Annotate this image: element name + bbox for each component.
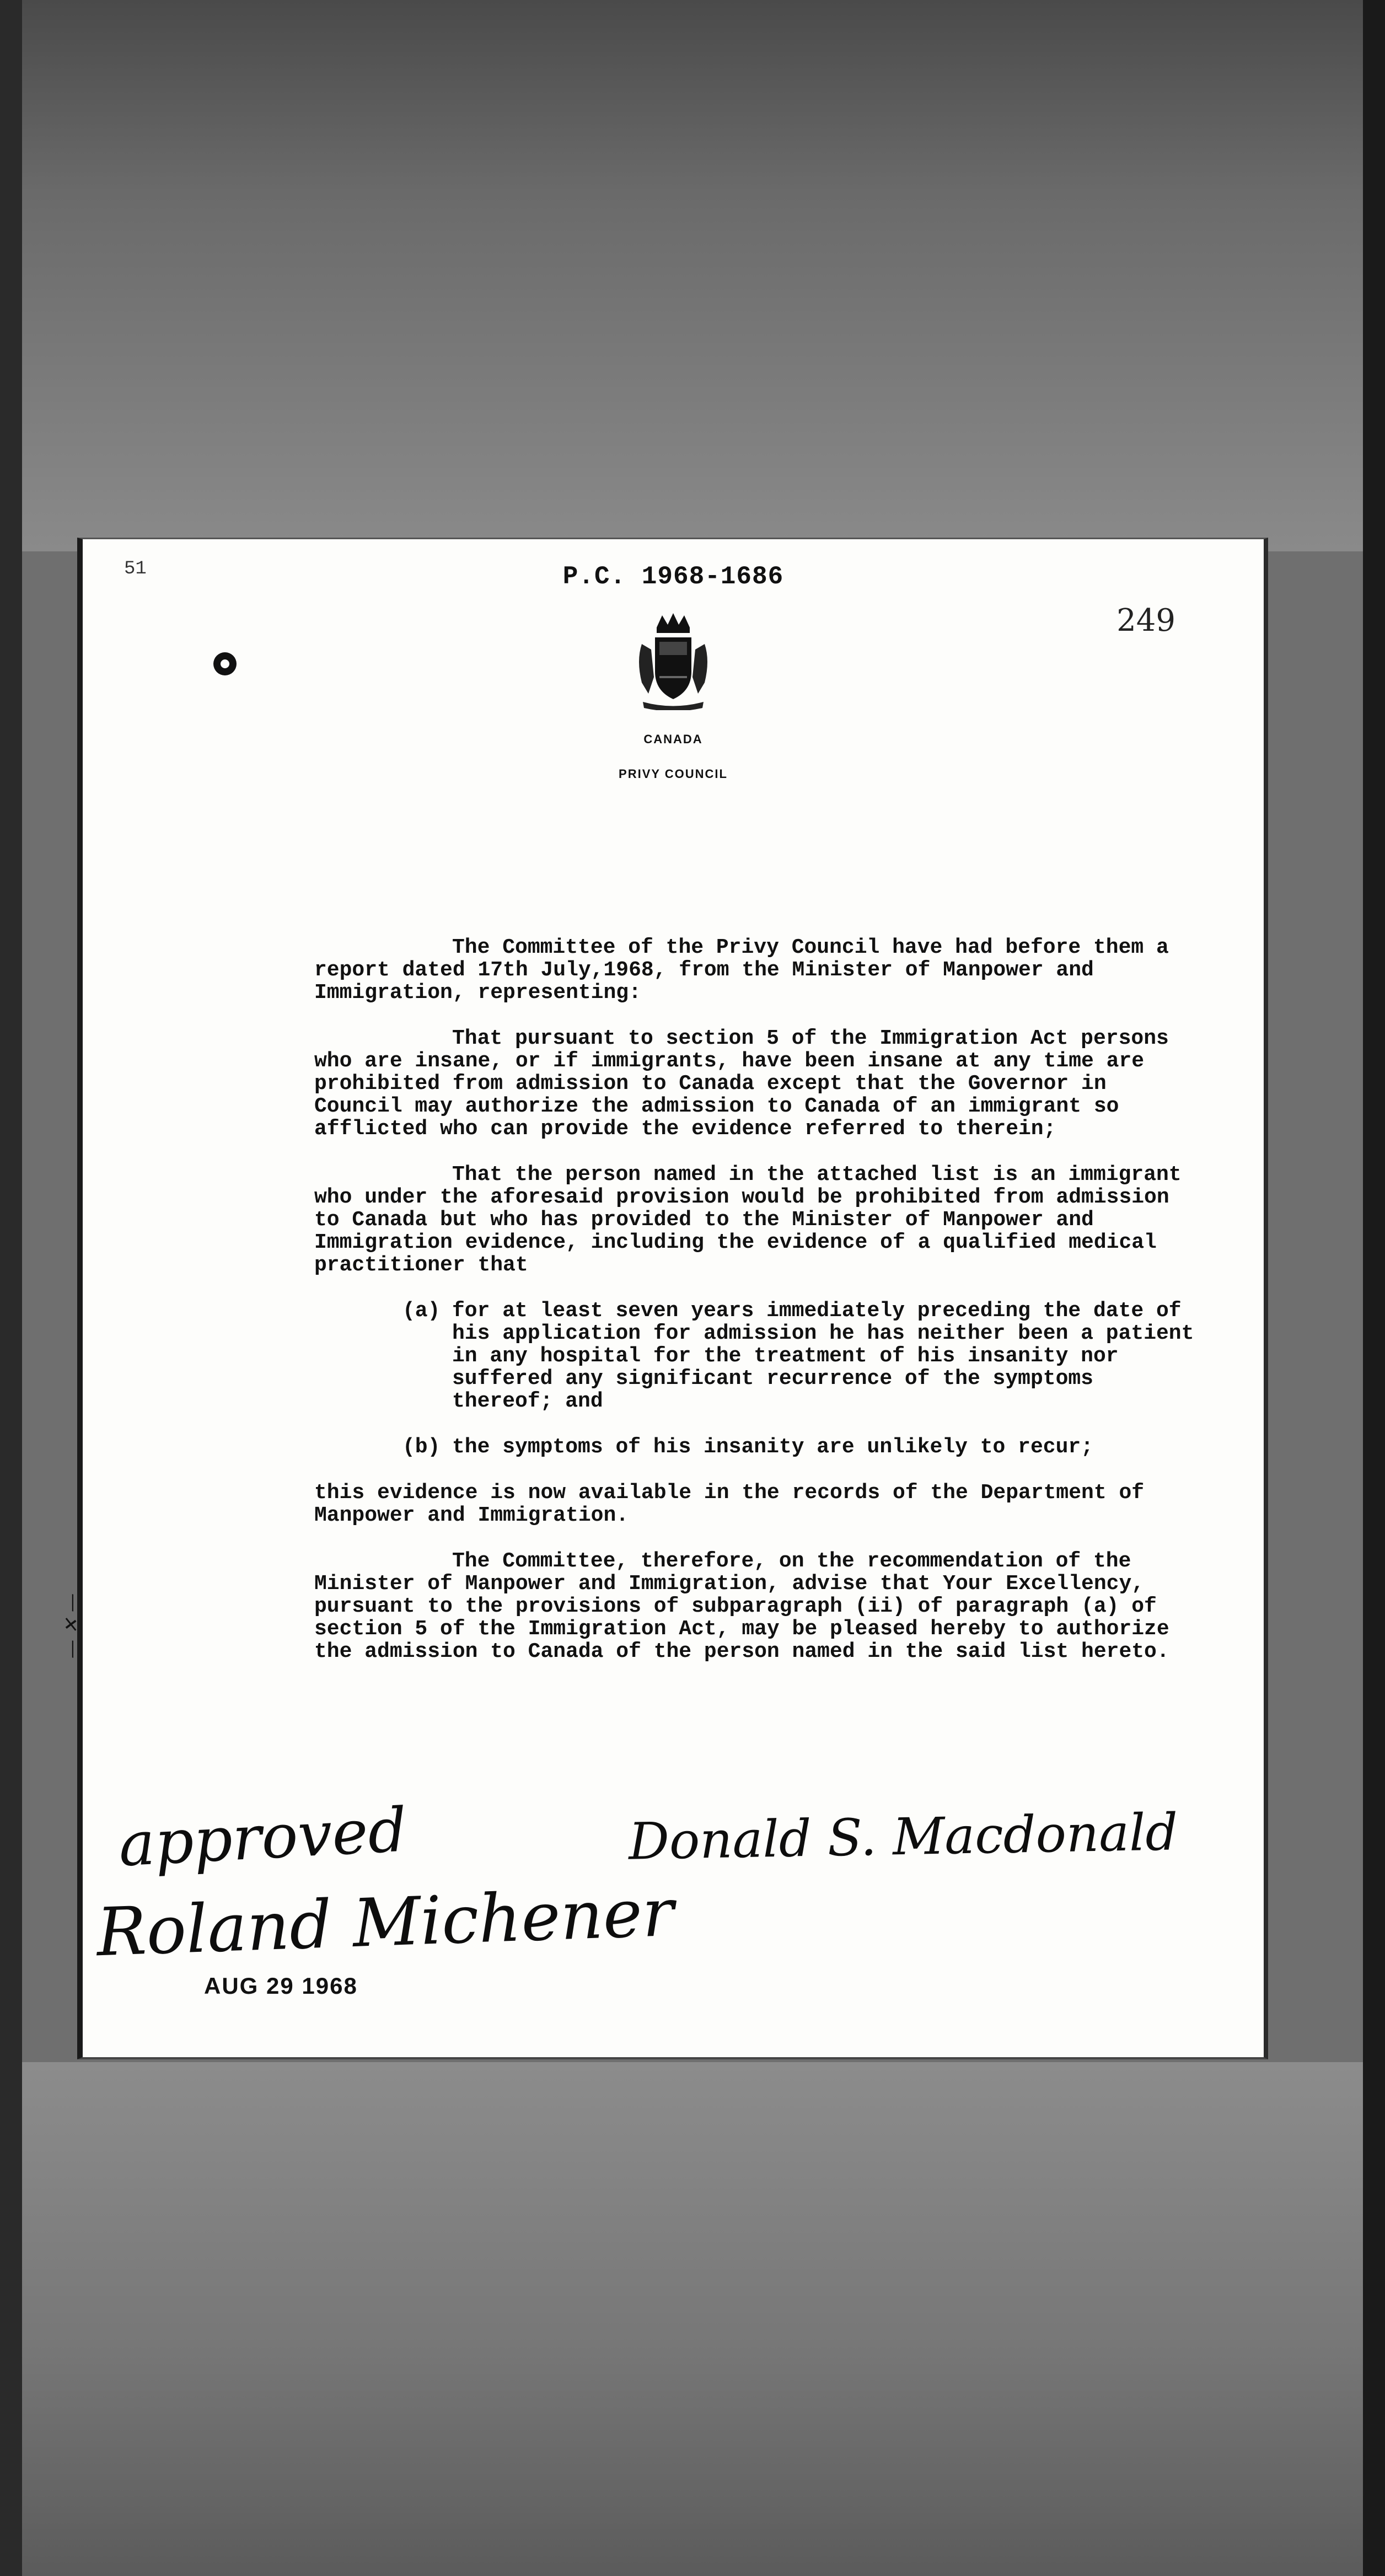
order-in-council-page	[61, 538, 1268, 2059]
crest-caption-canada: CANADA	[643, 732, 703, 746]
margin-annotation: — ✕ —	[61, 1593, 83, 1659]
list-label: (b)	[402, 1435, 441, 1459]
list-item	[314, 1436, 1196, 1458]
list-text: the symptoms of his insanity are unlikely to recur;	[452, 1435, 1093, 1459]
governor-general-signature: Roland Michener	[95, 1874, 675, 1972]
microfilm-bottom-area	[0, 2062, 1385, 2576]
microfilm-top-area	[0, 0, 1385, 551]
crest-caption-privy-council: PRIVY COUNCIL	[619, 767, 728, 781]
film-right-edge	[1363, 0, 1385, 2576]
paragraph-section-5: That pursuant to section 5 of the Immigration Act persons who are insane, or if immigrants, have been insane at any time are prohibited from admission to Canada except that the Governor in Council may authorize the admission to Canada of an immigrant so afflicted who can provide the evidence referred to therein;	[314, 1027, 1169, 1141]
date-stamp: AUG 29 1968	[204, 1973, 358, 1999]
pc-number: P.C. 1968-1686	[562, 562, 784, 591]
coat-of-arms	[83, 611, 1264, 710]
coat-of-arms-icon	[632, 611, 715, 710]
paragraph-committee-report: The Committee of the Privy Council have had before them a report dated 17th July,1968, from the Minister of Manpower and Immigration, representing:	[314, 936, 1169, 1005]
folio-mark: 51	[124, 559, 147, 579]
list-text: for at least seven years immediately preceding the date of his application for admission he has neither been a patient in any hospital for the treatment of his insanity nor suffered any significant recurrence of the symptoms thereof; and	[452, 1299, 1194, 1413]
list-item	[314, 1300, 1196, 1413]
list-label: (a)	[402, 1299, 441, 1323]
page-number: 249	[1116, 603, 1175, 638]
paragraph-recommendation: The Committee, therefore, on the recommendation of the Minister of Manpower and Immigration, advise that Your Excellency, pursuant to the provisions of subparagraph (ii) of paragraph (a) of section 5 of the Immigration Act, may be pleased hereby to authorize the admission to Canada of the person named in the said list hereto.	[314, 1549, 1169, 1663]
paragraph-person-named: That the person named in the attached list is an immigrant who under the aforesaid provision would be prohibited from admission to Canada but who has provided to the Minister of Manpower and Immigration evidence, including the evidence of a qualified medical practitioner that	[314, 1163, 1182, 1277]
minister-signature: Donald S. Macdonald	[628, 1802, 1179, 1871]
film-left-edge	[0, 0, 22, 2576]
paragraph-evidence: this evidence is now available in the records of the Department of Manpower and Immigration.	[314, 1481, 1145, 1527]
approved-handwriting: approved	[117, 1794, 409, 1880]
order-body	[314, 936, 1196, 1686]
